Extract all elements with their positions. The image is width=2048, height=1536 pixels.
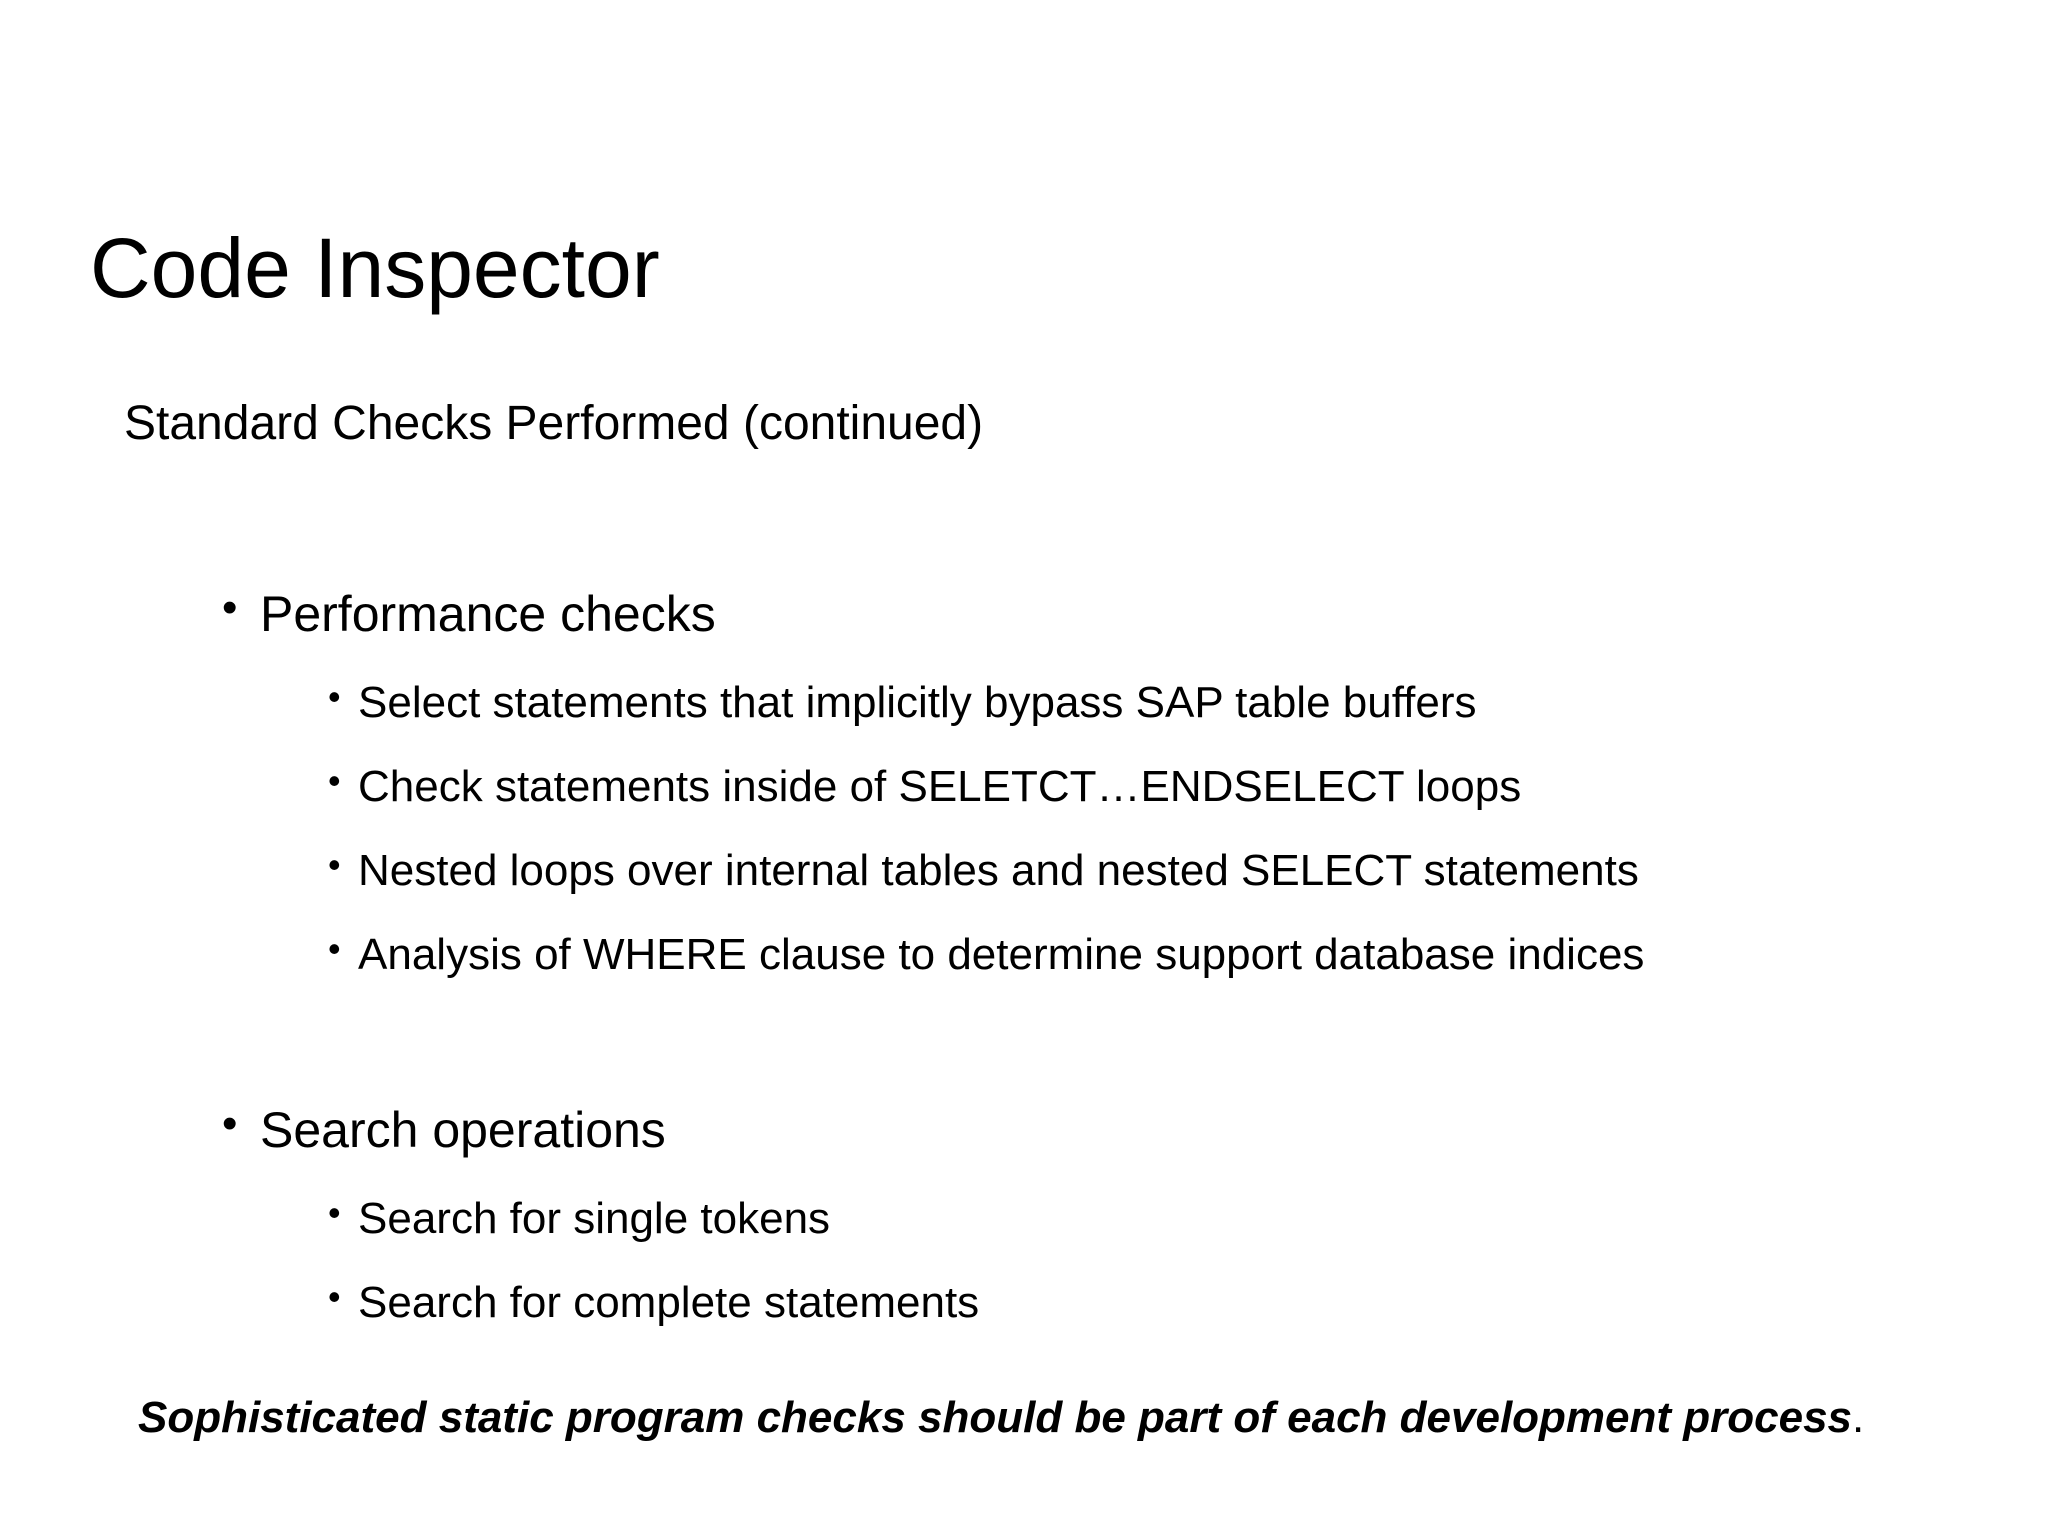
- bullet-icon: •: [328, 844, 341, 885]
- list-item-text: Check statements inside of SELETCT…ENDSELECT loops: [358, 762, 1522, 811]
- slide-title: Code Inspector: [90, 221, 660, 315]
- list-item-text: Search for single tokens: [358, 1194, 831, 1243]
- list-item-text: Analysis of WHERE clause to determine support database indices: [358, 930, 1645, 979]
- list-item-text: Select statements that implicitly bypass SAP table buffers: [358, 678, 1477, 727]
- list-item-text: Nested loops over internal tables and nested SELECT statements: [358, 846, 1639, 895]
- bullet-icon: •: [222, 583, 238, 632]
- bullet-icon: •: [222, 1099, 238, 1148]
- footer-trailing: .: [1852, 1393, 1865, 1442]
- bullet-icon: •: [328, 1276, 341, 1317]
- bullet-icon: •: [328, 928, 341, 969]
- bullet-icon: •: [328, 760, 341, 801]
- bullet-icon: •: [328, 1192, 341, 1233]
- section-heading-label: Performance checks: [260, 586, 716, 642]
- footer-emphasis: Sophisticated static program checks should be part of each development process: [138, 1393, 1853, 1442]
- slide-subtitle: Standard Checks Performed (continued): [124, 397, 984, 450]
- section-heading-label: Search operations: [260, 1102, 666, 1158]
- footer-note: [138, 1390, 1864, 1446]
- list-item-text: Search for complete statements: [358, 1278, 980, 1327]
- bullet-icon: •: [328, 676, 341, 717]
